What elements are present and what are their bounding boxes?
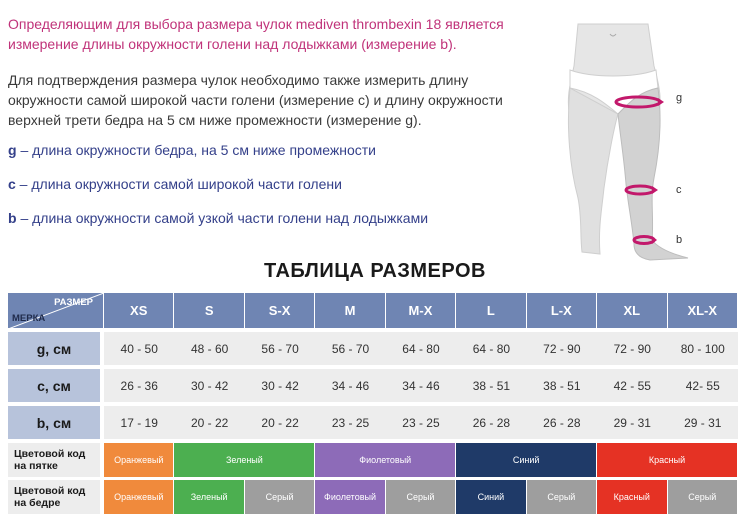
table-cell: 29 - 31 (668, 406, 739, 440)
size-header: M-X (386, 293, 456, 329)
label-b: b (676, 234, 683, 246)
table-cell: 38 - 51 (527, 369, 597, 403)
color-code-cell: Синий (456, 443, 597, 477)
size-header: XS (104, 293, 174, 329)
size-header: S-X (245, 293, 315, 329)
color-code-cell: Оранжевый (104, 443, 174, 477)
table-title: ТАБЛИЦА РАЗМЕРОВ (264, 260, 486, 282)
table-cell: 30 - 42 (245, 369, 315, 403)
size-header: XL (597, 293, 667, 329)
definition-key: b (8, 210, 17, 226)
table-row-g (8, 332, 738, 366)
color-code-cell: Синий (456, 480, 526, 514)
table-cell: 34 - 46 (315, 369, 385, 403)
heel-color-row (8, 443, 738, 477)
color-code-cell: Красный (597, 443, 738, 477)
table-cell: 72 - 90 (527, 332, 597, 366)
table-cell: 80 - 100 (668, 332, 739, 366)
color-code-cell: Серый (386, 480, 456, 514)
color-code-cell: Серый (668, 480, 739, 514)
color-code-cell: Фиолетовый (315, 480, 385, 514)
table-corner (8, 293, 104, 329)
definition-text: – длина окружности бедра, на 5 см ниже промежности (16, 142, 376, 158)
color-code-cell: Оранжевый (104, 480, 174, 514)
table-cell: 26 - 28 (456, 406, 526, 440)
leg-illustration (530, 8, 740, 268)
table-cell: 20 - 22 (174, 406, 244, 440)
intro-line-3: Для подтверждения размера чулок необходимо также измерить длину (8, 72, 469, 88)
table-cell: 20 - 22 (245, 406, 315, 440)
table-cell: 72 - 90 (597, 332, 667, 366)
size-header: L-X (527, 293, 597, 329)
intro-line-4: окружности самой широкой части голени (измерение c) и длину окружности (8, 92, 503, 108)
leg-measurement-figure (530, 8, 740, 268)
size-header-row (8, 293, 738, 329)
table-cell: 48 - 60 (174, 332, 244, 366)
table-cell: 17 - 19 (104, 406, 174, 440)
table-row-c (8, 369, 738, 403)
heel-label-line-1: Цветовой код (14, 448, 86, 460)
table-cell: 26 - 28 (527, 406, 597, 440)
color-code-cell: Зеленый (174, 480, 244, 514)
intro-line-2: измерение длины окружности голени над лодыжками (измерение b). (8, 36, 457, 52)
table-cell: 34 - 46 (386, 369, 456, 403)
color-code-cell: Красный (597, 480, 667, 514)
row-label: b, см (8, 406, 104, 440)
definition-g (8, 140, 528, 174)
heel-color-label (8, 443, 104, 477)
intro-text (8, 14, 528, 130)
size-header: L (456, 293, 526, 329)
table-cell: 64 - 80 (456, 332, 526, 366)
heel-label-line-2: на пятке (14, 460, 58, 472)
intro-line-1: Определяющим для выбора размера чулок mediven thrombexin 18 является (8, 16, 504, 32)
size-header: XL-X (668, 293, 739, 329)
row-label: g, см (8, 332, 104, 366)
color-code-cell: Фиолетовый (315, 443, 456, 477)
table-cell: 38 - 51 (456, 369, 526, 403)
size-header: S (174, 293, 244, 329)
corner-measure-label: МЕРКА (12, 313, 46, 324)
table-cell: 23 - 25 (315, 406, 385, 440)
color-code-cell: Зеленый (174, 443, 315, 477)
thigh-label-line-1: Цветовой код (14, 485, 86, 497)
thigh-label-line-2: на бедре (14, 497, 61, 509)
table-cell: 30 - 42 (174, 369, 244, 403)
table-cell: 42- 55 (668, 369, 739, 403)
definition-text: – длина окружности самой широкой части голени (15, 176, 342, 192)
definition-c (8, 174, 528, 208)
table-cell: 42 - 55 (597, 369, 667, 403)
label-c: c (676, 184, 682, 196)
size-table (8, 293, 738, 514)
size-header: M (315, 293, 385, 329)
intro-line-5: верхней трети бедра на 5 см ниже промежности (измерение g). (8, 112, 422, 128)
table-cell: 23 - 25 (386, 406, 456, 440)
table-cell: 56 - 70 (245, 332, 315, 366)
thigh-color-label (8, 480, 104, 514)
definitions-list (8, 140, 528, 242)
definition-text: – длина окружности самой узкой части голени над лодыжками (16, 210, 429, 226)
label-g: g (676, 92, 683, 104)
table-cell: 64 - 80 (386, 332, 456, 366)
table-row-b (8, 406, 738, 440)
table-cell: 26 - 36 (104, 369, 174, 403)
color-code-cell: Серый (245, 480, 315, 514)
table-cell: 40 - 50 (104, 332, 174, 366)
corner-size-label: РАЗМЕР (54, 297, 93, 308)
table-cell: 56 - 70 (315, 332, 385, 366)
table-cell: 29 - 31 (597, 406, 667, 440)
row-label: c, см (8, 369, 104, 403)
thigh-color-row (8, 480, 738, 514)
color-code-cell: Серый (527, 480, 597, 514)
definition-b (8, 208, 528, 242)
definition-key: g (8, 142, 17, 158)
definition-key: c (8, 176, 16, 192)
